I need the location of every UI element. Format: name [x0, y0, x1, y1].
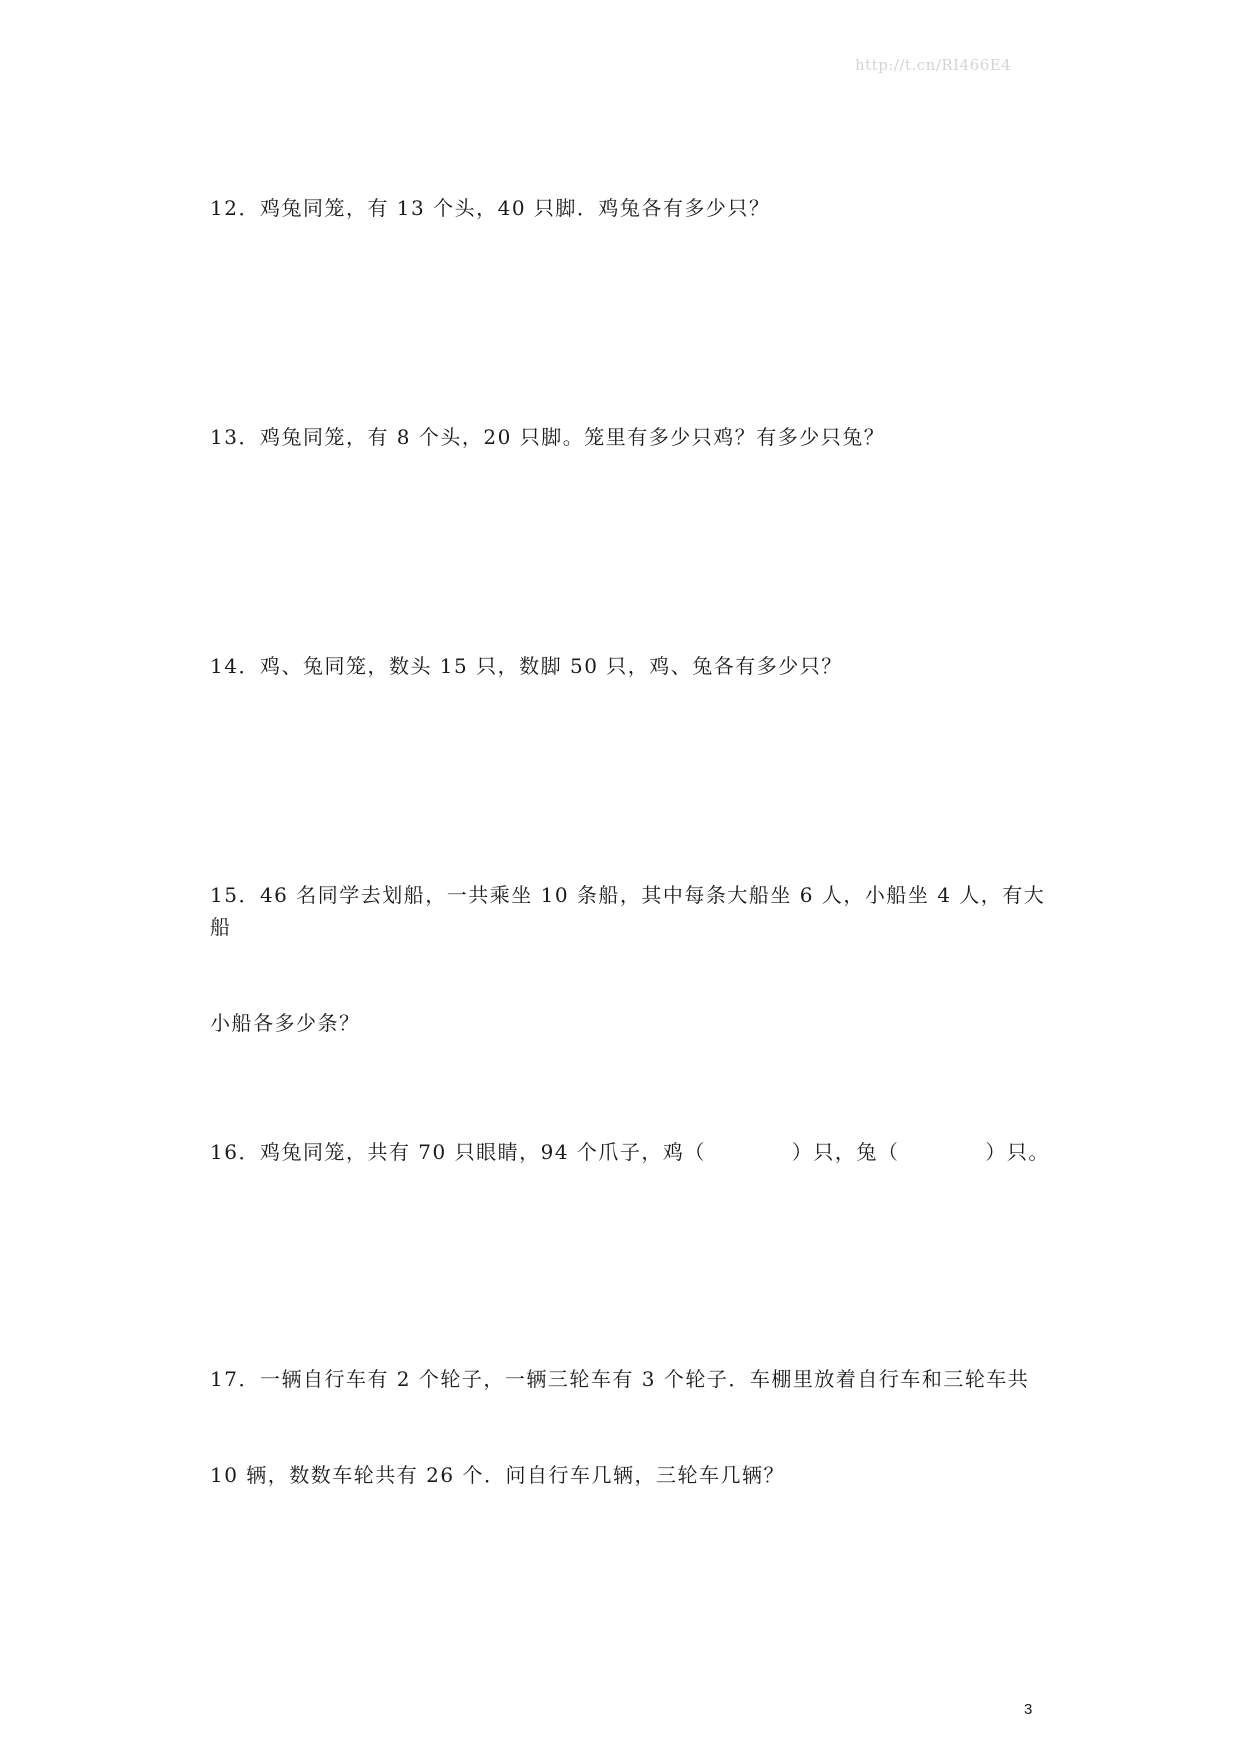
watermark-url: http://t.cn/RI466E4 — [855, 56, 1012, 74]
question-16-line-1: 16．鸡兔同笼，共有 70 只眼睛，94 个爪子，鸡（ ）只，兔（ ）只。 — [210, 1140, 1050, 1164]
question-15-line-1: 15．46 名同学去划船，一共乘坐 10 条船，其中每条大船坐 6 人，小船坐 4 人，有大船 — [210, 883, 1046, 939]
question-16 — [210, 1072, 1050, 1200]
question-12-line-1: 12．鸡兔同笼，有 13 个头，40 只脚．鸡兔各有多少只？ — [210, 196, 771, 220]
question-15-line-2: 小船各多少条？ — [210, 1011, 361, 1035]
question-12 — [210, 128, 1050, 256]
question-17 — [210, 1299, 1050, 1523]
question-17-line-1: 17．一辆自行车有 2 个轮子，一辆三轮车有 3 个轮子．车棚里放着自行车和三轮车共 — [210, 1367, 1030, 1391]
question-13 — [210, 357, 1050, 485]
question-14-line-1: 14．鸡、兔同笼，数头 15 只，数脚 50 只，鸡、兔各有多少只？ — [210, 654, 843, 678]
question-14 — [210, 586, 1050, 714]
page-number: 3 — [1024, 1701, 1033, 1718]
question-17-line-2: 10 辆，数数车轮共有 26 个．问自行车几辆，三轮车几辆？ — [210, 1463, 785, 1487]
question-15 — [210, 815, 1050, 1071]
question-13-line-1: 13．鸡兔同笼，有 8 个头，20 只脚。笼里有多少只鸡？有多少只兔？ — [210, 425, 886, 449]
